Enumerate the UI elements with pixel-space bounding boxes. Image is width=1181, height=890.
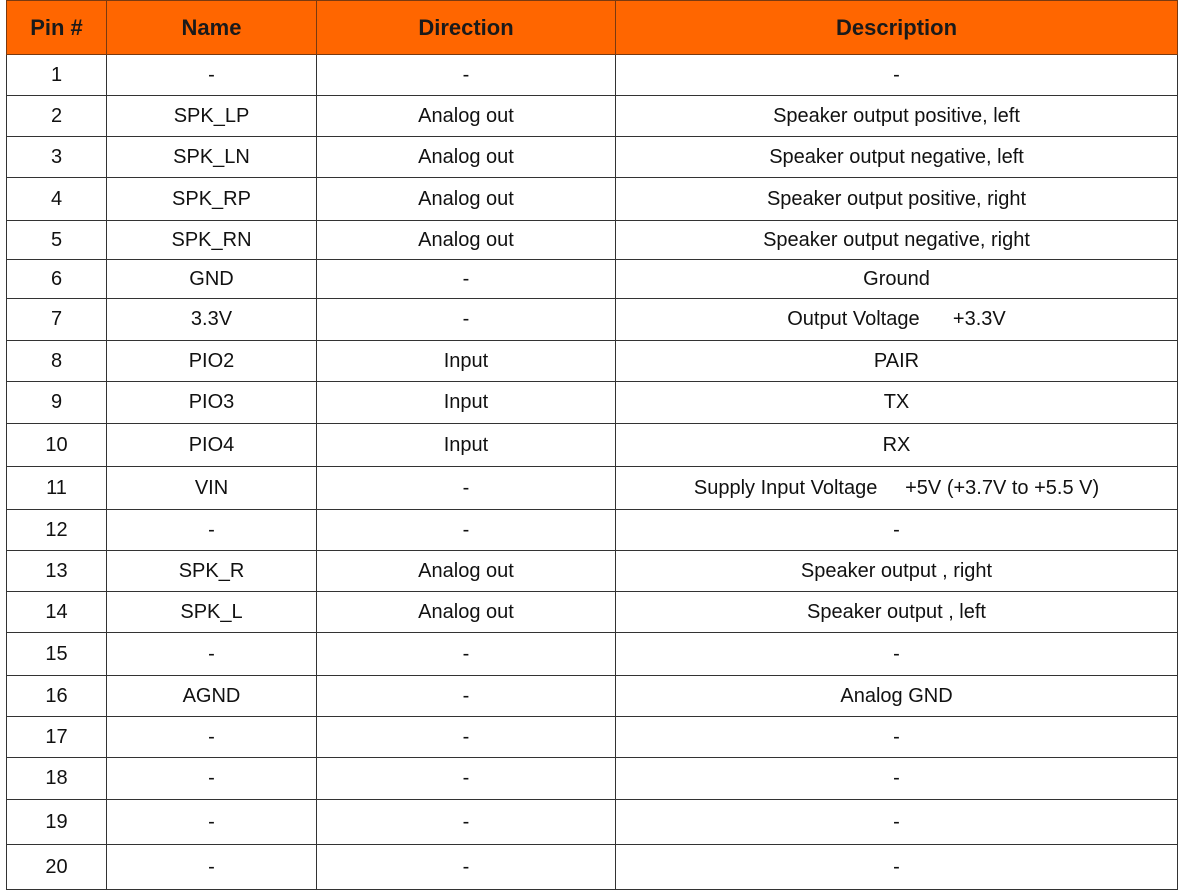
header-name: Name xyxy=(107,1,317,55)
table-body xyxy=(7,55,1178,890)
cell-name: SPK_LP xyxy=(107,96,317,137)
cell-direction: Analog out xyxy=(317,96,616,137)
cell-pin: 3 xyxy=(7,137,107,178)
table-row xyxy=(7,424,1178,467)
cell-pin: 13 xyxy=(7,551,107,592)
cell-name: SPK_R xyxy=(107,551,317,592)
cell-direction: Analog out xyxy=(317,221,616,260)
cell-name: - xyxy=(107,55,317,96)
cell-description: - xyxy=(616,55,1178,96)
cell-direction: - xyxy=(317,510,616,551)
cell-description: Speaker output negative, left xyxy=(616,137,1178,178)
cell-direction: - xyxy=(317,467,616,510)
cell-name: - xyxy=(107,510,317,551)
table-row xyxy=(7,55,1178,96)
cell-description: - xyxy=(616,845,1178,890)
cell-name: - xyxy=(107,717,317,758)
cell-name: - xyxy=(107,845,317,890)
pin-table xyxy=(6,0,1178,890)
cell-description: Speaker output , right xyxy=(616,551,1178,592)
cell-direction: - xyxy=(317,260,616,299)
header-description: Description xyxy=(616,1,1178,55)
cell-name: PIO2 xyxy=(107,341,317,382)
cell-pin: 4 xyxy=(7,178,107,221)
cell-description: Ground xyxy=(616,260,1178,299)
cell-direction: Analog out xyxy=(317,592,616,633)
cell-direction: - xyxy=(317,800,616,845)
header-direction: Direction xyxy=(317,1,616,55)
cell-direction: Input xyxy=(317,424,616,467)
table-row xyxy=(7,676,1178,717)
cell-description: Speaker output positive, left xyxy=(616,96,1178,137)
cell-pin: 12 xyxy=(7,510,107,551)
cell-description: RX xyxy=(616,424,1178,467)
cell-pin: 6 xyxy=(7,260,107,299)
pin-table-container xyxy=(6,0,1177,890)
cell-name: - xyxy=(107,758,317,800)
cell-pin: 18 xyxy=(7,758,107,800)
cell-direction: - xyxy=(317,845,616,890)
cell-direction: Analog out xyxy=(317,551,616,592)
cell-description: - xyxy=(616,510,1178,551)
cell-direction: - xyxy=(317,55,616,96)
table-row xyxy=(7,137,1178,178)
cell-description: TX xyxy=(616,382,1178,424)
cell-description: - xyxy=(616,758,1178,800)
cell-direction: Analog out xyxy=(317,178,616,221)
cell-pin: 14 xyxy=(7,592,107,633)
table-row xyxy=(7,510,1178,551)
cell-name: PIO3 xyxy=(107,382,317,424)
cell-name: PIO4 xyxy=(107,424,317,467)
cell-pin: 5 xyxy=(7,221,107,260)
cell-pin: 7 xyxy=(7,299,107,341)
table-row xyxy=(7,592,1178,633)
cell-name: - xyxy=(107,633,317,676)
cell-pin: 1 xyxy=(7,55,107,96)
table-row xyxy=(7,800,1178,845)
cell-pin: 2 xyxy=(7,96,107,137)
cell-pin: 10 xyxy=(7,424,107,467)
cell-pin: 16 xyxy=(7,676,107,717)
cell-pin: 19 xyxy=(7,800,107,845)
cell-description: PAIR xyxy=(616,341,1178,382)
table-row xyxy=(7,551,1178,592)
header-row xyxy=(7,1,1178,55)
cell-pin: 15 xyxy=(7,633,107,676)
cell-name: SPK_RP xyxy=(107,178,317,221)
cell-description: - xyxy=(616,800,1178,845)
table-row xyxy=(7,96,1178,137)
table-row xyxy=(7,382,1178,424)
cell-direction: - xyxy=(317,299,616,341)
table-row xyxy=(7,717,1178,758)
cell-direction: Input xyxy=(317,341,616,382)
table-row xyxy=(7,178,1178,221)
cell-description: Supply Input Voltage +5V (+3.7V to +5.5 V) xyxy=(616,467,1178,510)
cell-direction: Analog out xyxy=(317,137,616,178)
table-row xyxy=(7,633,1178,676)
cell-name: - xyxy=(107,800,317,845)
table-row xyxy=(7,467,1178,510)
cell-name: VIN xyxy=(107,467,317,510)
cell-description: Speaker output negative, right xyxy=(616,221,1178,260)
cell-pin: 20 xyxy=(7,845,107,890)
cell-description: - xyxy=(616,717,1178,758)
cell-direction: Input xyxy=(317,382,616,424)
cell-description: Speaker output , left xyxy=(616,592,1178,633)
cell-direction: - xyxy=(317,758,616,800)
cell-pin: 9 xyxy=(7,382,107,424)
cell-direction: - xyxy=(317,717,616,758)
table-row xyxy=(7,341,1178,382)
table-row xyxy=(7,758,1178,800)
cell-direction: - xyxy=(317,676,616,717)
cell-name: SPK_RN xyxy=(107,221,317,260)
cell-name: SPK_L xyxy=(107,592,317,633)
table-row xyxy=(7,299,1178,341)
cell-description: Analog GND xyxy=(616,676,1178,717)
cell-direction: - xyxy=(317,633,616,676)
cell-name: SPK_LN xyxy=(107,137,317,178)
table-row xyxy=(7,260,1178,299)
cell-pin: 11 xyxy=(7,467,107,510)
cell-description: Speaker output positive, right xyxy=(616,178,1178,221)
cell-pin: 8 xyxy=(7,341,107,382)
cell-name: AGND xyxy=(107,676,317,717)
cell-description: Output Voltage +3.3V xyxy=(616,299,1178,341)
cell-name: 3.3V xyxy=(107,299,317,341)
table-row xyxy=(7,221,1178,260)
header-pin: Pin # xyxy=(7,1,107,55)
cell-name: GND xyxy=(107,260,317,299)
cell-description: - xyxy=(616,633,1178,676)
cell-pin: 17 xyxy=(7,717,107,758)
